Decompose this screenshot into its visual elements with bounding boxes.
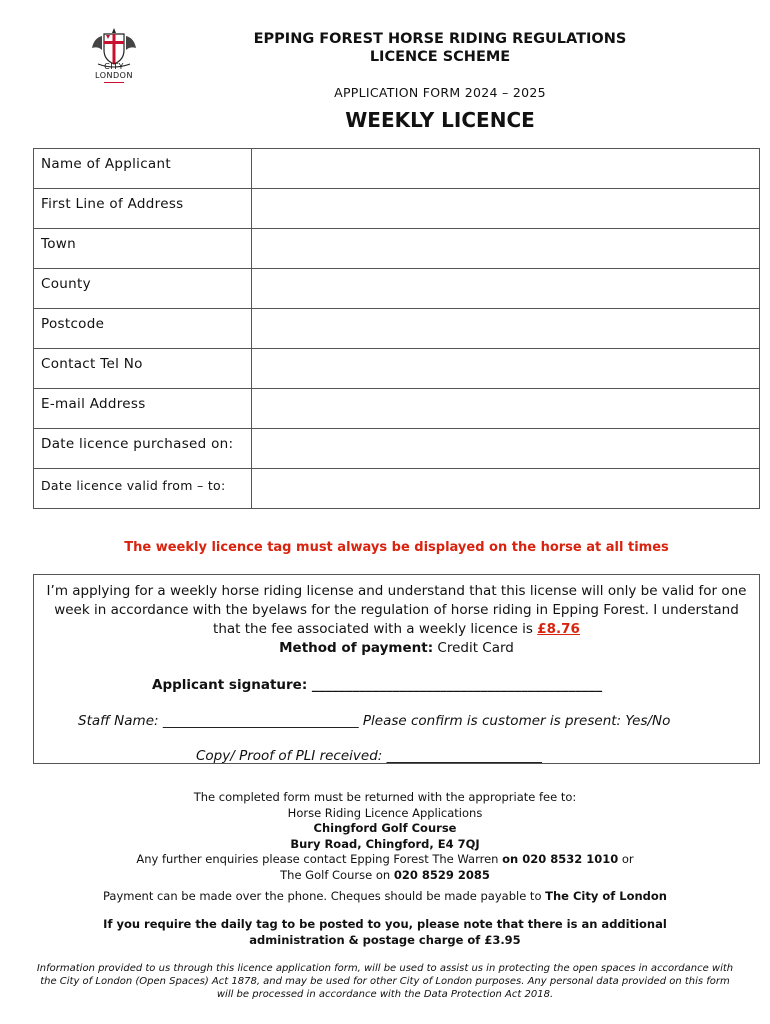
field-row-town (34, 229, 760, 269)
declaration-text (42, 582, 751, 639)
form-title-line2: LICENCE SCHEME (369, 49, 511, 65)
payment-method-label: Method of payment: (279, 640, 434, 656)
form-title (200, 30, 680, 66)
city-of-london-logo (88, 24, 140, 86)
enquiries-text: Any further enquiries please contact Epping Forest The Warren (136, 852, 503, 866)
field-row-date-valid (34, 469, 760, 509)
applicant-details-table (33, 148, 760, 509)
logo-text-london: LONDON (95, 71, 133, 80)
licence-fee: £8.76 (537, 621, 580, 637)
privacy-notice: Information provided to us through this licence application form, will be used to assist us in protecting the open spaces in accordance with the City of London (Open Spaces) Act 1878, and may be used for other City of London purposes. Any personal data provided on this form will be processed in accordance with the Data Protection Act 2018. (36, 963, 734, 1000)
field-label: Name of Applicant (34, 149, 252, 189)
payment-note (40, 889, 730, 903)
daily-tag-line: administration & postage charge of £3.95 (249, 933, 521, 947)
tag-display-warning: The weekly licence tag must always be displayed on the horse at all times (124, 540, 669, 555)
field-row-county (34, 269, 760, 309)
cheque-payee: The City of London (545, 889, 667, 903)
daily-tag-line: If you require the daily tag to be posted to you, please note that there is an additional (103, 917, 667, 931)
payment-note-text: Payment can be made over the phone. Cheques should be made payable to (102, 889, 546, 903)
golf-course-text: The Golf Course on (280, 867, 394, 882)
email-input[interactable] (252, 389, 760, 429)
payment-method (34, 640, 759, 656)
enquiries-or: or (618, 852, 634, 866)
address-input[interactable] (252, 189, 760, 229)
field-label: County (34, 269, 252, 309)
return-line: Bury Road, Chingford, E4 7QJ (290, 836, 480, 851)
application-form-heading: APPLICATION FORM 2024 – 2025 (334, 85, 546, 100)
return-line: Chingford Golf Course (313, 821, 457, 835)
weekly-licence-heading: WEEKLY LICENCE (345, 108, 535, 132)
return-line: Horse Riding Licence Applications (287, 805, 483, 820)
enquiries-line (40, 852, 730, 868)
field-row-email (34, 389, 760, 429)
field-row-address (34, 189, 760, 229)
field-label: Postcode (34, 309, 252, 349)
golf-course-phone: 020 8529 2085 (393, 867, 490, 882)
logo-text-city: CITY (104, 62, 124, 71)
enquiries-line-2 (40, 868, 730, 884)
field-label: Date licence valid from – to: (34, 469, 252, 509)
tel-input[interactable] (252, 349, 760, 389)
field-row-name (34, 149, 760, 189)
field-label: E-mail Address (34, 389, 252, 429)
county-input[interactable] (252, 269, 760, 309)
town-input[interactable] (252, 229, 760, 269)
date-purchased-input[interactable] (252, 429, 760, 469)
payment-method-value: Credit Card (433, 640, 514, 656)
postcode-input[interactable] (252, 309, 760, 349)
pli-proof-line[interactable]: Copy/ Proof of PLI received: _______________________ (196, 748, 542, 764)
declaration-box (33, 574, 760, 764)
form-title-line1: EPPING FOREST HORSE RIDING REGULATIONS (253, 31, 627, 47)
name-input[interactable] (252, 149, 760, 189)
field-row-tel (34, 349, 760, 389)
field-label: Town (34, 229, 252, 269)
warren-phone: on 020 8532 1010 (502, 852, 619, 866)
staff-name-line[interactable]: Staff Name: _____________________________ Please confirm is customer is present: Yes/No (78, 713, 671, 729)
field-row-postcode (34, 309, 760, 349)
applicant-signature-line[interactable]: Applicant signature: ___________________________________________ (152, 677, 603, 693)
daily-tag-note (40, 916, 730, 948)
return-line: The completed form must be returned with the appropriate fee to: (193, 790, 577, 804)
field-label: First Line of Address (34, 189, 252, 229)
field-label: Contact Tel No (34, 349, 252, 389)
date-valid-input[interactable] (252, 469, 760, 509)
declaration-body: I’m applying for a weekly horse riding license and understand that this license will only be valid for one week in accordance with the byelaws for the regulation of horse riding in Epping Forest. I understand that the fee associated with a weekly licence is (46, 583, 747, 637)
return-instructions (40, 790, 730, 883)
field-row-date-purchased (34, 429, 760, 469)
field-label: Date licence purchased on: (34, 429, 252, 469)
